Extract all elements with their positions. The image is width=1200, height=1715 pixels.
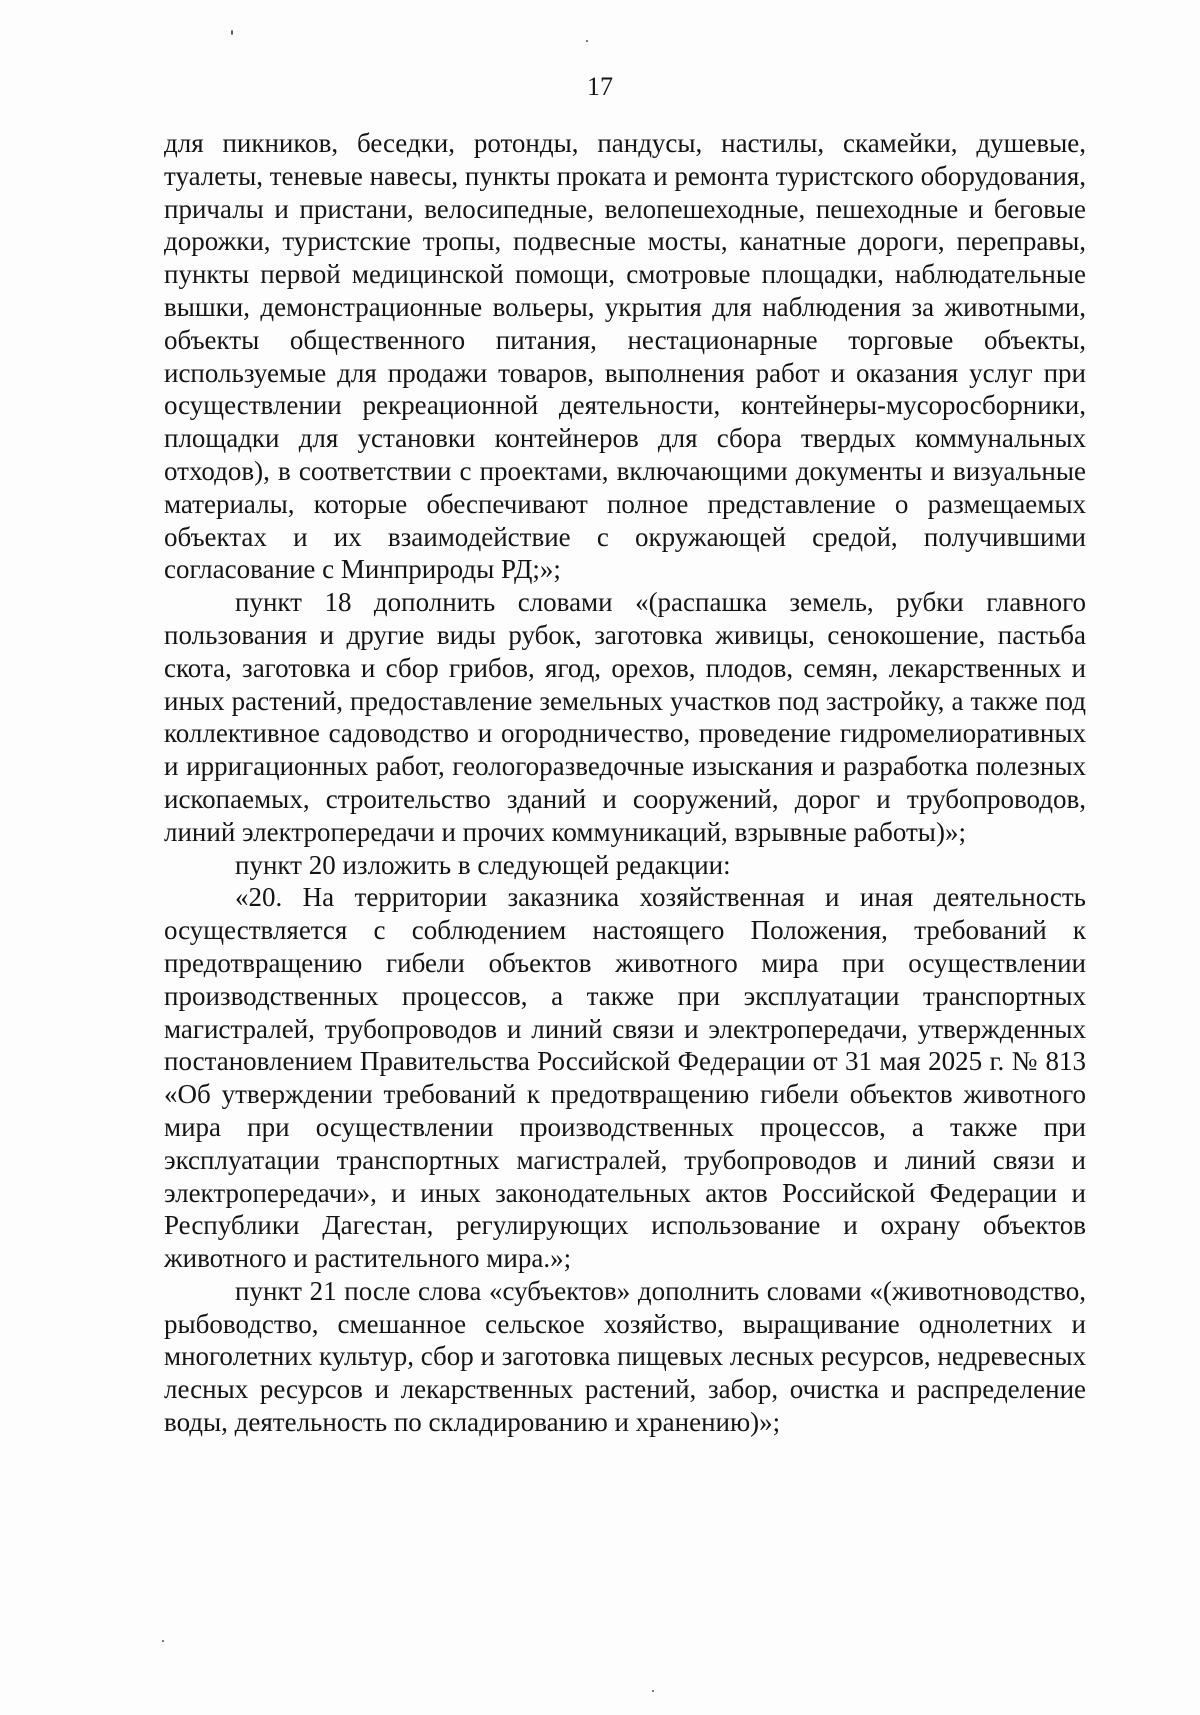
- paragraph-item-18: пункт 18 дополнить словами «(распашка земель, рубки главного пользования и другие виды рубок, заготовка живицы, сенокошение, пастьба скота, заготовка и сбор грибов, ягод, орехов, плодов, семян, лекарственных и иных растений, предоставление земельных участков под застройку, а также под коллективное садоводство и огородничество, проведение гидромелиоративных и ирригационных работ, геологоразведочные изыскания и разработка полезных ископаемых, строительство зданий и сооружений, дорог и трубопроводов, линий электропередачи и прочих коммуникаций, взрывные работы)»;: [164, 587, 1086, 847]
- paragraph-item-20-text: «20. На территории заказника хозяйственная и иная деятельность осуществляется с соблюдением настоящего Положения, требований к предотвращению гибели объектов животного мира при осуществлении производственных процессов, а также при эксплуатации транспортных магистралей, трубопроводов и линий связи и электропередачи, утвержденных постановлением Правительства Российской Федерации от 31 мая 2025 г. № 813 «Об утверждении требований к предотвращению гибели объектов животного мира при осуществлении производственных процессов, а также при эксплуатации транспортных магистралей, трубопроводов и линий связи и электропередачи», и иных законодательных актов Российской Федерации и Республики Дагестан, регулирующих использование и охрану объектов животного и растительного мира.»;: [164, 882, 1086, 1274]
- scan-speck: [231, 30, 233, 35]
- page-number: 17: [587, 72, 613, 101]
- paragraph-item-20-intro: пункт 20 изложить в следующей редакции:: [235, 849, 731, 880]
- paragraph-item-21: пункт 21 после слова «субъектов» дополнить словами «(животноводство, рыбоводство, смешанное сельское хозяйство, выращивание однолетних и многолетних культур, сбор и заготовка пищевых лесных ресурсов, недревесных лесных ресурсов и лекарственных растений, забор, очистка и распределение воды, деятельность по складированию и хранению)»;: [164, 1275, 1086, 1438]
- paragraph-continuation: для пикников, беседки, ротонды, пандусы, настилы, скамейки, душевые, туалеты, теневые навесы, пункты проката и ремонта туристского оборудования, причалы и пристани, велосипедные, велопешеходные, пешеходные и беговые дорожки, туристские тропы, подвесные мосты, канатные дороги, переправы, пункты первой медицинской помощи, смотровые площадки, наблюдательные вышки, демонстрационные вольеры, укрытия для наблюдения за животными, объекты общественного питания, нестационарные торговые объекты, используемые для продажи товаров, выполнения работ и оказания услуг при осуществлении рекреационной деятельности, контейнеры-мусоросборники, площадки для установки контейнеров для сбора твердых коммунальных отходов), в соответствии с проектами, включающими документы и визуальные материалы, которые обеспечивают полное представление о размещаемых объектах и их взаимодействие с окружающей средой, получившими согласование с Минприроды РД;»;: [164, 128, 1086, 585]
- scan-speck: [652, 1690, 654, 1692]
- scan-speck: [162, 1640, 164, 1642]
- document-body: [164, 127, 1086, 1439]
- scan-speck: [586, 40, 588, 42]
